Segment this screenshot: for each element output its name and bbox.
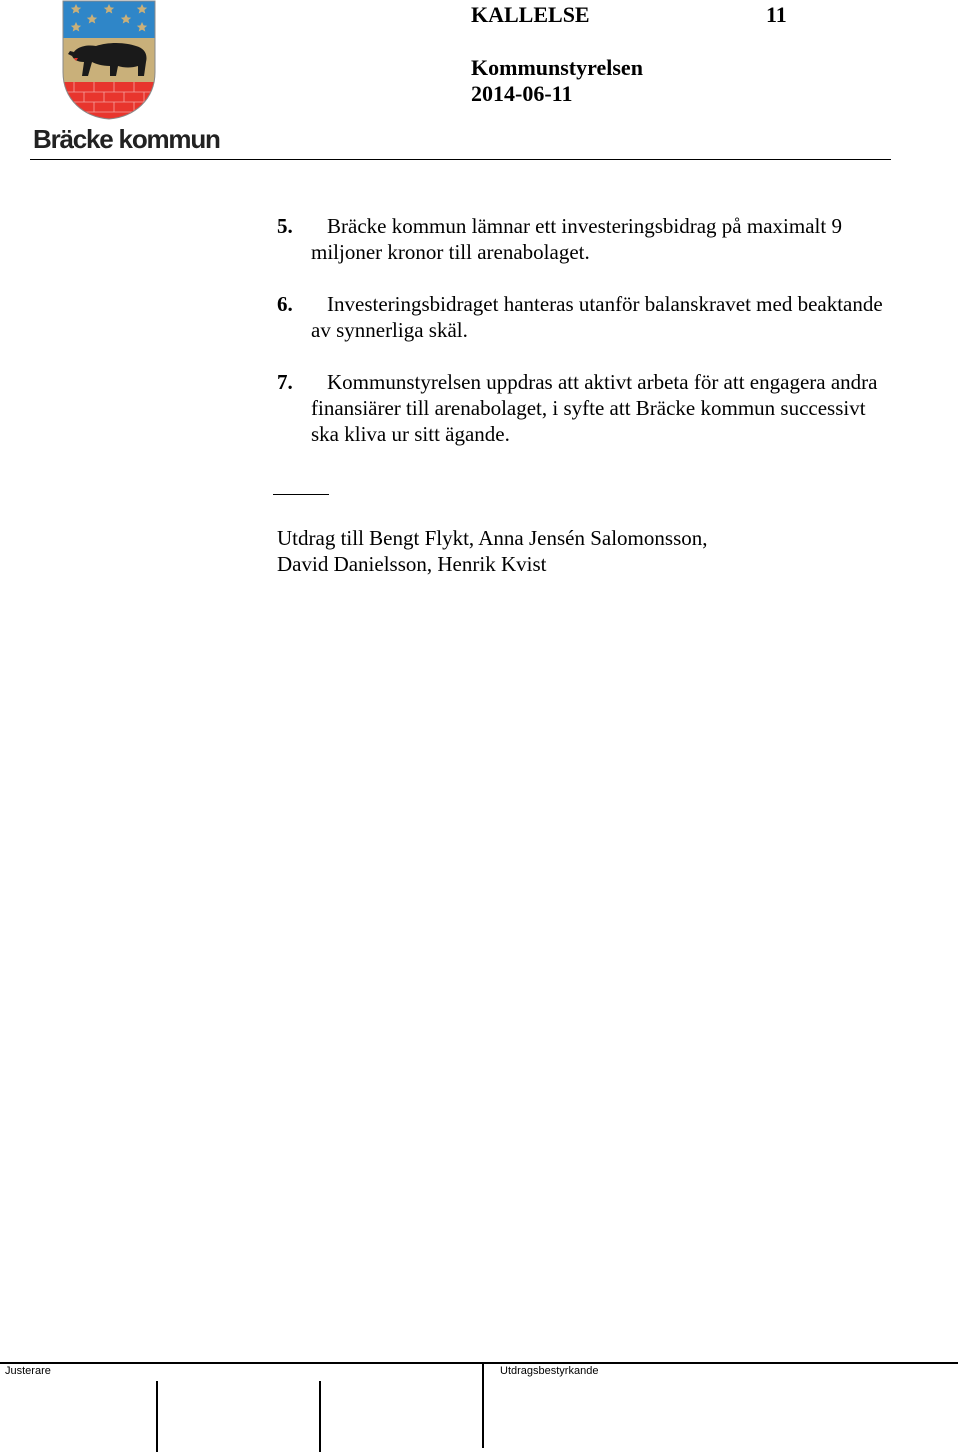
item-text: Investeringsbidraget hanteras utanför balanskravet med beaktande av synnerliga skäl.	[311, 292, 883, 342]
decision-item	[277, 213, 897, 265]
municipality-name: Bräcke kommun	[33, 124, 220, 154]
decision-item	[277, 291, 897, 343]
footer-section-divider	[482, 1362, 484, 1448]
extract-recipients	[277, 525, 877, 577]
item-text: Bräcke kommun lämnar ett investeringsbidrag på maximalt 9 miljoner kronor till arenabolaget.	[311, 214, 842, 264]
extract-line: Utdrag till Bengt Flykt, Anna Jensén Salomonsson,	[277, 526, 708, 550]
utdragsbestyrkande-label: Utdragsbestyrkande	[500, 1365, 599, 1377]
coat-of-arms-icon	[62, 0, 156, 120]
item-text: Kommunstyrelsen uppdras att aktivt arbeta för att engagera andra finansiärer till arenabolaget, i syfte att Bräcke kommun successivt ska kliva ur sitt ägande.	[311, 370, 878, 446]
separator-line	[273, 494, 329, 495]
signature-box-divider	[156, 1381, 158, 1452]
item-number: 6.	[277, 292, 293, 316]
organ-name: Kommunstyrelsen	[471, 55, 643, 80]
item-number: 7.	[277, 370, 293, 394]
justerare-label: Justerare	[5, 1365, 51, 1377]
municipality-logo	[33, 0, 220, 160]
footer-divider	[0, 1362, 958, 1364]
document-type: KALLELSE	[471, 2, 590, 27]
signature-box-divider	[319, 1381, 321, 1452]
item-number: 5.	[277, 214, 293, 238]
extract-line: David Danielsson, Henrik Kvist	[277, 552, 547, 576]
header-divider	[30, 159, 891, 160]
page-number: 11	[766, 2, 787, 27]
meeting-date: 2014-06-11	[471, 81, 573, 106]
decision-item	[277, 369, 897, 447]
